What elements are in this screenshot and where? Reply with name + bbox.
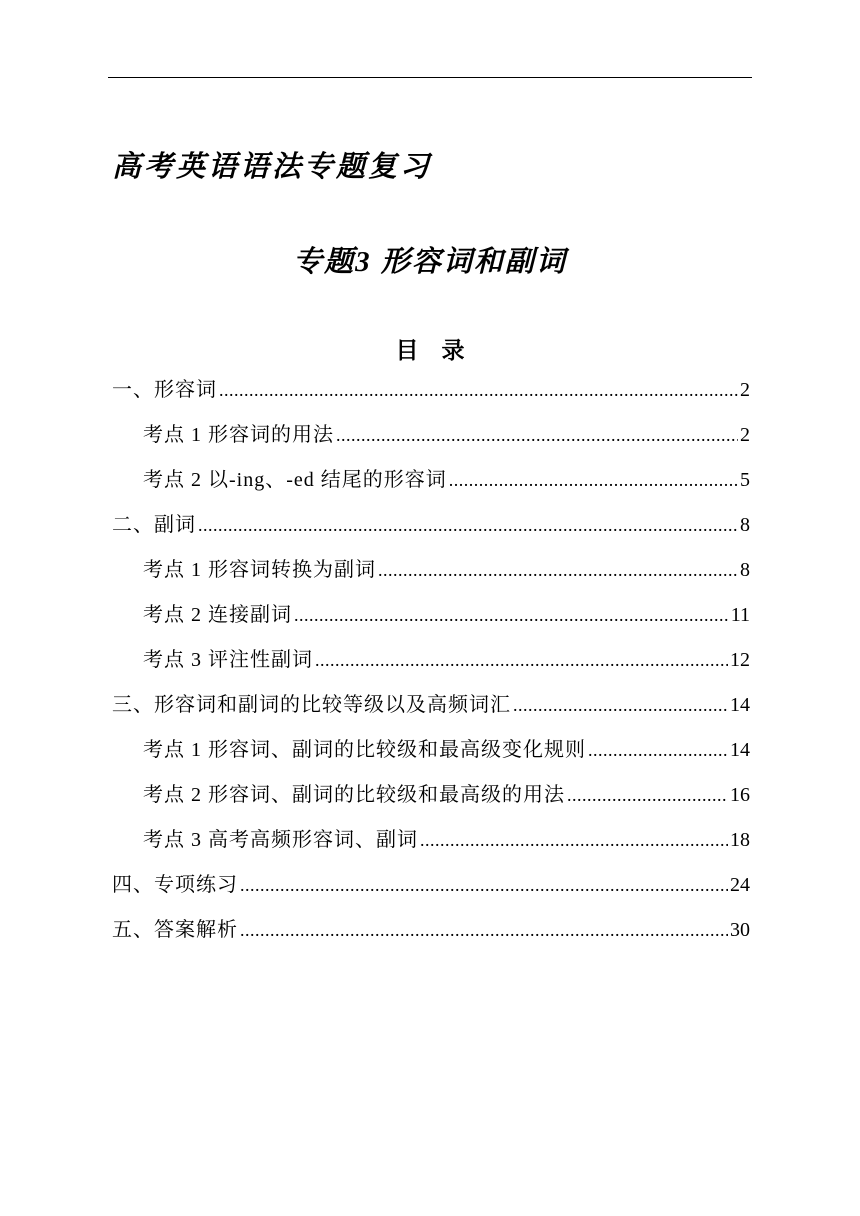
toc-entry-label: 考点 3 高考高频形容词、副词 [143,829,418,851]
toc-leader-dots [588,728,728,773]
toc-entry[interactable] [112,368,750,413]
toc-entry[interactable] [112,818,750,863]
toc-entry-label: 考点 2 形容词、副词的比较级和最高级的用法 [143,784,565,806]
toc-entry-label: 考点 3 评注性副词 [143,649,313,671]
toc-entry[interactable] [112,908,750,953]
toc-entry[interactable] [112,683,750,728]
toc-entry-label: 三、形容词和副词的比较等级以及高频词汇 [112,694,511,716]
toc-leader-dots [240,908,728,953]
toc-entry-label: 考点 2 以-ing、-ed 结尾的形容词 [143,469,447,491]
table-of-contents [112,368,750,953]
toc-entry[interactable] [112,773,750,818]
toc-leader-dots [378,548,738,593]
toc-leader-dots [513,683,728,728]
toc-leader-dots [219,368,738,413]
toc-entry-label: 考点 1 形容词、副词的比较级和最高级变化规则 [143,739,586,761]
toc-entry-page: 14 [730,694,750,716]
toc-leader-dots [294,593,729,638]
toc-entry[interactable] [112,503,750,548]
toc-entry[interactable] [112,458,750,503]
toc-entry-page: 14 [730,739,750,761]
toc-leader-dots [315,638,728,683]
toc-entry[interactable] [112,728,750,773]
toc-entry-page: 30 [730,919,750,941]
toc-entry-label: 五、答案解析 [112,919,238,941]
toc-leader-dots [198,503,738,548]
toc-entry-page: 8 [740,559,750,581]
toc-entry-page: 18 [730,829,750,851]
toc-entry-page: 5 [740,469,750,491]
toc-entry[interactable] [112,863,750,908]
toc-entry-page: 2 [740,424,750,446]
toc-entry-page: 8 [740,514,750,536]
toc-entry[interactable] [112,638,750,683]
toc-heading: 目 录 [395,338,465,363]
toc-entry[interactable] [112,413,750,458]
toc-leader-dots [449,458,738,503]
toc-entry-label: 一、形容词 [112,379,217,401]
toc-entry-page: 24 [730,874,750,896]
toc-entry[interactable] [112,548,750,593]
toc-entry-label: 考点 2 连接副词 [143,604,292,626]
header-rule [108,77,752,78]
toc-entry-page: 12 [730,649,750,671]
toc-entry-label: 二、副词 [112,514,196,536]
toc-entry[interactable] [112,593,750,638]
toc-entry-label: 考点 1 形容词转换为副词 [143,559,376,581]
toc-entry-page: 16 [730,784,750,806]
toc-entry-label: 四、专项练习 [112,874,238,896]
toc-leader-dots [420,818,728,863]
toc-leader-dots [240,863,728,908]
document-title: 高考英语语法专题复习 [112,151,433,183]
toc-entry-page: 11 [730,604,750,626]
toc-entry-label: 考点 1 形容词的用法 [143,424,334,446]
toc-leader-dots [567,773,728,818]
toc-entry-page: 2 [740,379,750,401]
topic-title: 专题3 形容词和副词 [293,246,567,278]
toc-leader-dots [336,413,738,458]
